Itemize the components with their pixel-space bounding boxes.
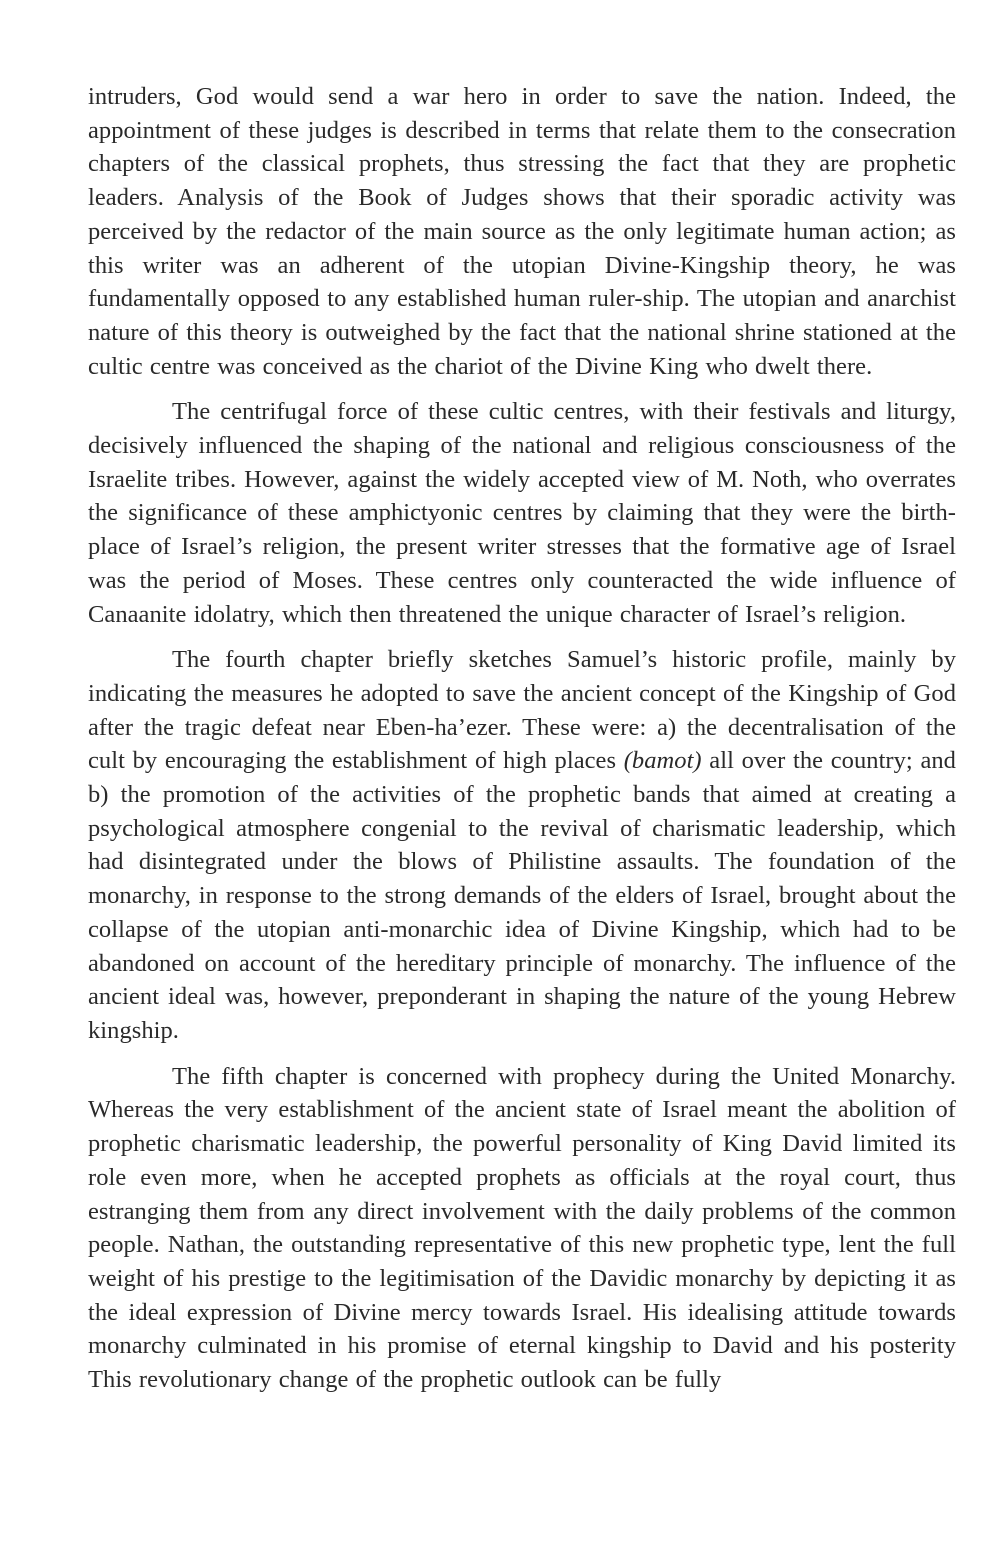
paragraph-text: all over the country; and b) the promotion of the activities of the prophetic bands that aimed at creating a psychological atmosphere congenial to the revival of charismatic leadership, which had disintegrated under the blows of Philistine assaults. The foundation of the monarchy, in response to the strong demands of the elders of Israel, brought about the collapse of the utopian anti-monarchic idea of Divine Kingship, which had to be abandoned on account of the hereditary principle of monarchy. The influence of the ancient ideal was, however, preponderant in shaping the nature of the young Hebrew kingship. bbox=[88, 747, 956, 1044]
paragraph-text: The fourth chapter briefly sketches Samuel’s historic profile, mainly by indicating the measures he adopted to save the ancient concept of the Kingship of God after the tragic defeat near Eben-ha’ezer. These were: a) the decentralisation of the cult by encouraging the establishment of high places bbox=[88, 646, 956, 775]
paragraph-fifth-chapter bbox=[88, 1060, 956, 1397]
paragraph-fourth-chapter bbox=[88, 643, 956, 1047]
document-page bbox=[88, 80, 956, 1397]
paragraph-text: intruders, God would send a war hero in order to save the nation. Indeed, the appointment of these judges is described in terms that relate them to the consecration chapters of the classical prophets, thus stressing the fact that they are prophetic leaders. Analysis of the Book of Judges shows that their sporadic activity was perceived by the redactor of the main source as the only legitimate human action; as this writer was an adherent of the utopian Divine-Kingship theory, he was fundamentally opposed to any established human ruler-ship. The utopian and anarchist nature of this theory is outweighed by the fact that the national shrine stationed at the cultic centre was conceived as the chariot of the Divine King who dwelt there. bbox=[88, 83, 956, 380]
paragraph-judges bbox=[88, 80, 956, 383]
italic-term-bamot: (bamot) bbox=[623, 747, 702, 775]
paragraph-text: The centrifugal force of these cultic centres, with their festivals and liturgy, decisively influenced the shaping of the national and religious consciousness of the Israelite tribes. However, against the widely accepted view of M. Noth, who overrates the significance of these amphictyonic centres by claiming that they were the birth-place of Israel’s religion, the present writer stresses that the formative age of Israel was the period of Moses. These centres only counteracted the wide influence of Canaanite idolatry, which then threatened the unique character of Israel’s religion. bbox=[88, 398, 956, 628]
paragraph-text: The fifth chapter is concerned with prophecy during the United Monarchy. Whereas the very establishment of the ancient state of Israel meant the abolition of prophetic charismatic leadership, the powerful personality of King David limited its role even more, when he accepted prophets as officials at the royal court, thus estranging them from any direct involvement with the daily problems of the common people. Nathan, the outstanding representative of this new prophetic type, lent the full weight of his prestige to the legitimisation of the Davidic monarchy by depicting it as the ideal expression of Divine mercy towards Israel. His idealising attitude towards monarchy culminated in his promise of eternal kingship to David and his posterity This revolutionary change of the prophetic outlook can be fully bbox=[88, 1062, 956, 1394]
paragraph-cultic-centres bbox=[88, 395, 956, 631]
